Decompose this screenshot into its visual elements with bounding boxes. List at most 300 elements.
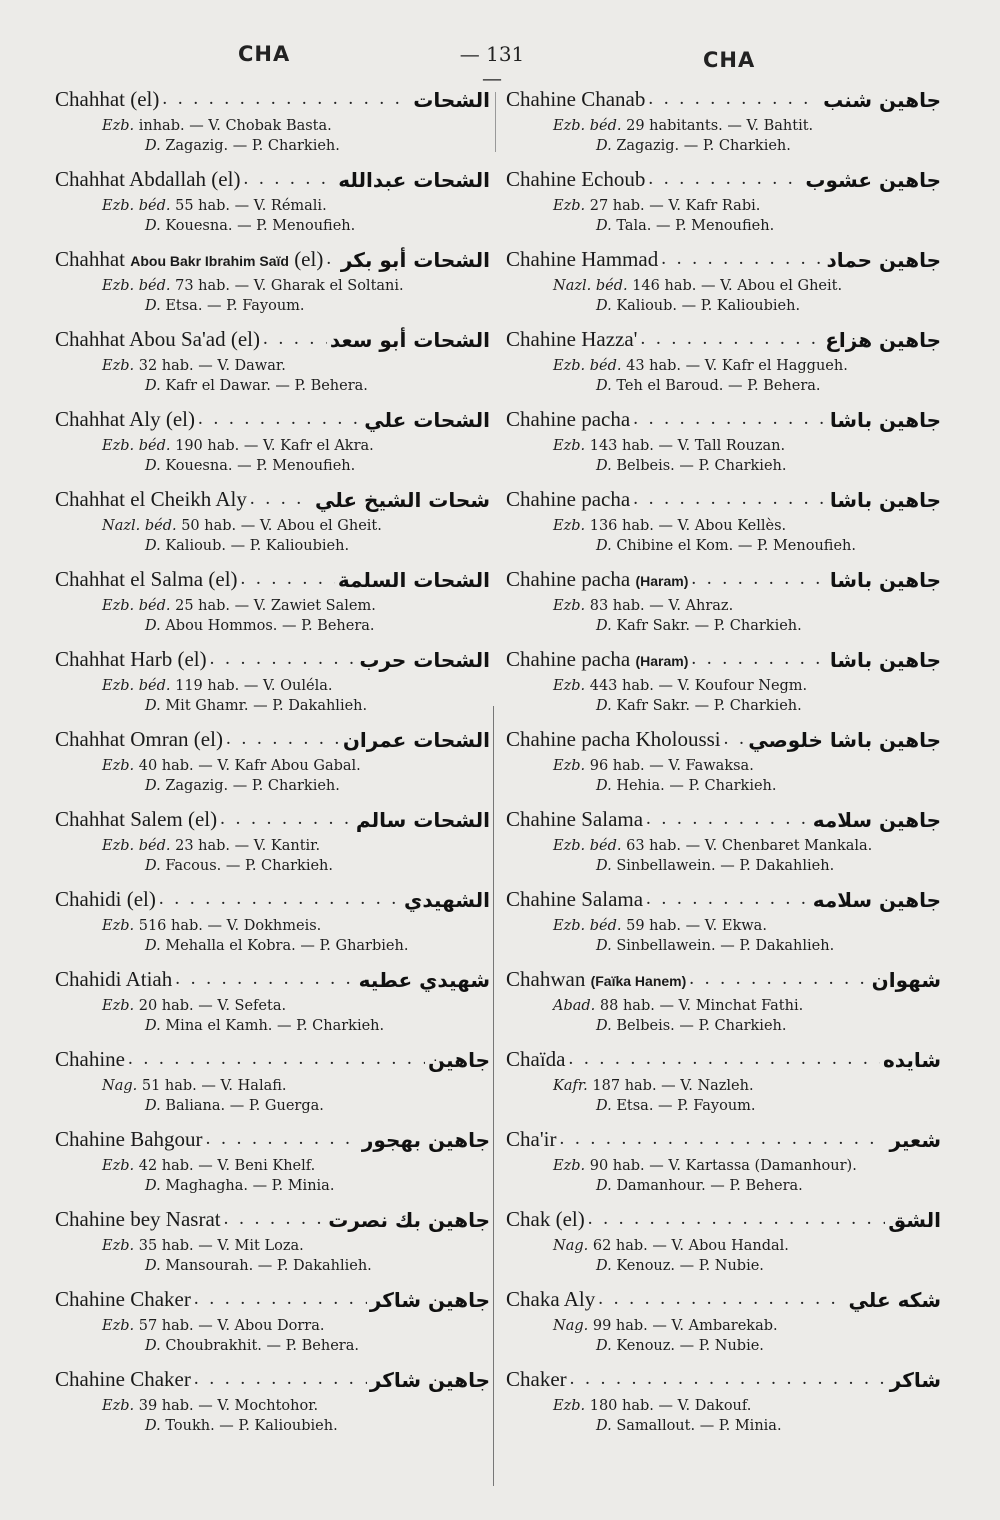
district-abbr: D. [145,1178,161,1194]
district-abbr: D. [145,1338,161,1354]
district-province: Sinbellawein. — P. Dakahlieh. [616,858,835,874]
gazetteer-entry [506,642,946,722]
entry-detail-line2 [596,1338,764,1354]
settlement-type: Nazl. béd. [553,278,628,294]
entry-detail-line2 [145,1018,384,1034]
place-name-text: Cha'ir [506,1127,557,1151]
district-abbr: D. [596,1418,612,1434]
district-abbr: D. [145,298,161,314]
entry-heading [55,962,490,992]
arabic-name: جاهين شنب [823,88,941,112]
population-village: 51 hab. — V. Halafi. [141,1078,287,1094]
entry-detail-line1 [553,118,813,134]
place-name-text: Chahine pacha [506,487,631,511]
district-province: Etsa. — P. Fayoum. [165,298,305,314]
place-name [506,327,637,352]
dot-leader [194,1369,367,1392]
entry-detail-line2 [596,1418,782,1434]
population-village: 190 hab. — V. Kafr el Akra. [175,438,374,454]
district-province: Kafr Sakr. — P. Charkieh. [616,618,802,634]
place-name-text: Chak (el) [506,1207,585,1231]
entry-heading [506,722,941,752]
place-qualifier: Abou Bakr Ibrahim Saïd [130,253,289,269]
dot-leader [691,649,827,672]
district-abbr: D. [596,1178,612,1194]
population-village: 43 hab. — V. Kafr el Haggueh. [626,358,848,374]
entry-detail-line1 [553,198,760,214]
district-province: Kafr el Dawar. — P. Behera. [165,378,368,394]
entry-heading [55,722,490,752]
dot-leader [194,1289,367,1312]
entry-detail-line1 [553,838,872,854]
settlement-type: Ezb. [553,758,586,774]
settlement-type: Ezb. béd. [102,838,171,854]
place-name-text: Chahidi Atiah [55,967,173,991]
population-village: 55 hab. — V. Rémali. [175,198,327,214]
arabic-name: جاهين باشا [829,488,941,512]
district-abbr: D. [145,218,161,234]
entry-heading [506,1042,941,1072]
arabic-name: جاهين باشا [829,568,941,592]
place-name [506,647,688,672]
place-name-text: Chahhat [55,247,125,271]
place-name [55,247,323,272]
settlement-type: Ezb. [102,918,135,934]
page-number: — 131 — [459,42,525,90]
dot-leader [640,329,822,352]
dot-leader [724,729,746,752]
place-name [55,567,238,592]
settlement-type: Ezb. béd. [102,198,171,214]
population-village: 35 hab. — V. Mit Loza. [138,1238,304,1254]
gazetteer-entry [506,1202,946,1282]
entry-heading [55,1042,490,1072]
dot-leader [326,249,338,272]
gazetteer-entry [506,1282,946,1362]
population-village: 50 hab. — V. Abou el Gheit. [181,518,382,534]
arabic-name: الشحات [413,88,490,112]
entry-heading [55,1282,490,1312]
entry-detail-line1 [102,1078,287,1094]
district-abbr: D. [596,1338,612,1354]
place-name [55,1287,191,1312]
population-village: 59 hab. — V. Ekwa. [626,918,767,934]
entry-heading [506,1362,941,1392]
place-name-text: Chahhat el Salma (el) [55,567,238,591]
district-province: Choubrakhit. — P. Behera. [165,1338,359,1354]
place-name-text: Chahine Echoub [506,167,646,191]
settlement-type: Ezb. [553,518,586,534]
settlement-type: Ezb. [102,358,135,374]
district-abbr: D. [596,938,612,954]
entry-detail-line1 [553,1238,789,1254]
place-name [55,327,260,352]
settlement-type: Nag. [553,1318,589,1334]
population-village: 32 hab. — V. Dawar. [138,358,286,374]
gazetteer-entry [506,1122,946,1202]
place-name-text: Chahhat Salem (el) [55,807,218,831]
population-village: 27 hab. — V. Kafr Rabi. [589,198,761,214]
population-village: 187 hab. — V. Nazleh. [592,1078,754,1094]
settlement-type: Ezb. [102,1238,135,1254]
entry-detail-line2 [145,1178,334,1194]
gazetteer-entry [506,402,946,482]
gazetteer-entry [506,162,946,242]
population-village: 180 hab. — V. Dakouf. [589,1398,752,1414]
district-province: Hehia. — P. Charkieh. [616,778,777,794]
gazetteer-entry [506,1042,946,1122]
arabic-name: الشحات عبدالله [338,168,490,192]
dot-leader [689,969,868,992]
entry-detail-line2 [596,858,834,874]
place-name [55,1367,191,1392]
place-name [55,887,156,912]
dot-leader [128,1049,425,1072]
arabic-name: الشحات علي [364,408,490,432]
gazetteer-entry [55,1042,495,1122]
district-province: Mansourah. — P. Dakahlieh. [165,1258,372,1274]
entry-heading [55,402,490,432]
dot-leader [175,969,355,992]
district-province: Kouesna. — P. Menoufieh. [165,458,356,474]
entry-detail-line1 [553,1398,751,1414]
settlement-type: Ezb. béd. [553,358,622,374]
district-province: Kafr Sakr. — P. Charkieh. [616,698,802,714]
entry-detail-line2 [145,298,305,314]
entry-detail-line2 [145,1338,359,1354]
gazetteer-entry [55,482,495,562]
district-abbr: D. [596,298,612,314]
entry-heading [55,322,490,352]
district-province: Kenouz. — P. Nubie. [616,1258,764,1274]
entry-heading [55,642,490,672]
entry-detail-line1 [553,278,842,294]
population-village: 63 hab. — V. Chenbaret Mankala. [626,838,873,854]
place-name-text: Chahine Salama [506,807,644,831]
dot-leader [691,569,827,592]
place-name [506,967,686,992]
population-village: 57 hab. — V. Abou Dorra. [138,1318,325,1334]
population-village: 29 habitants. — V. Bahtit. [626,118,814,134]
district-province: Kalioub. — P. Kalioubieh. [165,538,350,554]
place-name-text: Chaka Aly [506,1287,596,1311]
dot-leader [226,729,340,752]
district-abbr: D. [596,1098,612,1114]
district-abbr: D. [596,698,612,714]
entry-detail-line2 [596,218,774,234]
gazetteer-entry [55,242,495,322]
entry-detail-line2 [145,538,349,554]
place-name [506,407,630,432]
district-province: Sinbellawein. — P. Dakahlieh. [616,938,835,954]
district-abbr: D. [596,538,612,554]
place-name [506,87,645,112]
district-province: Mit Ghamr. — P. Dakahlieh. [165,698,368,714]
dot-leader [570,1369,887,1392]
population-village: 443 hab. — V. Koufour Negm. [589,678,808,694]
population-village: 143 hab. — V. Tall Rouzan. [589,438,786,454]
district-province: Belbeis. — P. Charkieh. [616,458,787,474]
entry-heading [55,1202,490,1232]
place-name [55,87,159,112]
gazetteer-entry [55,562,495,642]
entry-detail-line1 [102,1318,324,1334]
district-abbr: D. [145,1418,161,1434]
district-province: Belbeis. — P. Charkieh. [616,1018,787,1034]
entry-detail-line2 [596,458,786,474]
entry-detail-line1 [553,918,767,934]
entry-detail-line1 [102,758,361,774]
gazetteer-entry [55,322,495,402]
entry-detail-line1 [102,1238,304,1254]
entry-detail-line2 [596,1018,786,1034]
arabic-name: الشحات أبو سعد [329,328,490,352]
settlement-type: Ezb. [553,1158,586,1174]
gazetteer-entry [55,1282,495,1362]
dot-leader [648,89,820,112]
entry-detail-line1 [102,998,286,1014]
district-abbr: D. [596,378,612,394]
population-village: 23 hab. — V. Kantir. [175,838,321,854]
place-name-text: Chaïda [506,1047,566,1071]
entry-detail-line2 [145,858,333,874]
arabic-name: شحات الشيخ علي [315,488,490,512]
district-province: Toukh. — P. Kalioubieh. [165,1418,338,1434]
place-name [55,807,217,832]
district-province: Mehalla el Kobra. — P. Gharbieh. [165,938,409,954]
population-village: 146 hab. — V. Abou el Gheit. [632,278,843,294]
settlement-type: Ezb. béd. [553,918,622,934]
settlement-type: Ezb. [553,198,586,214]
district-abbr: D. [596,1018,612,1034]
place-name [506,1047,565,1072]
entry-detail-line1 [102,118,332,134]
arabic-name: جاهين هزاع [825,328,941,352]
place-name [55,407,195,432]
place-name [506,1207,585,1232]
entry-detail-line2 [596,618,802,634]
entry-heading [55,562,490,592]
settlement-type: Ezb. [102,1318,135,1334]
entry-heading [55,82,490,112]
population-village: inhab. — V. Chobak Basta. [138,118,332,134]
district-abbr: D. [596,1258,612,1274]
place-name-text: Chahidi (el) [55,887,156,911]
dot-leader [162,89,410,112]
entry-heading [506,242,941,272]
gazetteer-entry [506,322,946,402]
arabic-name: الشحات عمران [342,728,490,752]
arabic-name: جاهين بك نصرت [328,1208,490,1232]
entry-detail-line2 [596,938,834,954]
place-name [506,487,630,512]
district-province: Baliana. — P. Guerga. [165,1098,324,1114]
dot-leader [559,1129,886,1152]
settlement-type: Ezb. béd. [553,838,622,854]
settlement-type: Ezb. [102,998,135,1014]
entry-heading [506,882,941,912]
district-abbr: D. [145,778,161,794]
gazetteer-entry [55,642,495,722]
entry-detail-line1 [102,598,376,614]
place-name-text: Chaker [506,1367,567,1391]
settlement-type: Ezb. béd. [553,118,622,134]
place-name-text: Chahhat Aly (el) [55,407,195,431]
district-abbr: D. [596,138,612,154]
district-province: Kenouz. — P. Nubie. [616,1338,764,1354]
entry-heading [55,242,490,272]
entry-detail-line1 [102,918,321,934]
entry-detail-line2 [145,218,355,234]
district-abbr: D. [596,458,612,474]
entry-detail-line2 [596,538,856,554]
arabic-name: الشحات أبو بكر [340,248,490,272]
district-province: Zagazig. — P. Charkieh. [165,138,340,154]
arabic-name: جاهين باشا [829,408,941,432]
gazetteer-entry [506,882,946,962]
settlement-type: Ezb. [102,118,135,134]
running-header-right: CHA [703,48,756,72]
entry-heading [55,802,490,832]
place-name-text: Chahine Chaker [55,1287,191,1311]
entry-heading [506,962,941,992]
district-abbr: D. [145,1098,161,1114]
gazetteer-entry [55,82,495,162]
place-name-text: Chahine Chanab [506,87,646,111]
place-name [506,567,688,592]
arabic-name: جاهين باشا خلوصي [748,728,941,752]
place-name [506,1367,567,1392]
district-province: Chibine el Kom. — P. Menoufieh. [616,538,856,554]
population-village: 88 hab. — V. Minchat Fathi. [599,998,804,1014]
place-name-text: Chahine Salama [506,887,644,911]
entry-detail-line1 [553,678,807,694]
population-village: 83 hab. — V. Ahraz. [589,598,734,614]
entry-detail-line2 [145,1258,372,1274]
population-village: 40 hab. — V. Kafr Abou Gabal. [138,758,361,774]
dot-leader [159,889,401,912]
entry-detail-line1 [553,518,786,534]
arabic-name: جاهين شاكر [369,1368,490,1392]
settlement-type: Ezb. béd. [102,678,171,694]
place-qualifier: (Haram) [635,573,689,589]
district-province: Zagazig. — P. Charkieh. [616,138,791,154]
arabic-name: جاهين سلامه [812,888,941,912]
entry-heading [55,1362,490,1392]
entry-heading [55,482,490,512]
district-abbr: D. [596,618,612,634]
place-name [55,1047,125,1072]
place-name [506,807,643,832]
population-village: 516 hab. — V. Dokhmeis. [138,918,322,934]
district-province: Teh el Baroud. — P. Behera. [616,378,821,394]
entry-detail-line1 [553,598,733,614]
population-village: 73 hab. — V. Gharak el Soltani. [175,278,404,294]
district-abbr: D. [145,1018,161,1034]
entry-heading [506,1122,941,1152]
arabic-name: جاهين عشوب [805,168,941,192]
right-column [506,82,946,1442]
place-name-text: Chahine bey Nasrat [55,1207,221,1231]
entry-heading [506,802,941,832]
place-name-suffix: (el) [294,247,324,271]
place-name [506,1287,595,1312]
entry-detail-line2 [145,778,340,794]
arabic-name: شهيدي عطيه [358,968,490,992]
entry-detail-line1 [102,278,404,294]
arabic-name: جاهين شاكر [369,1288,490,1312]
district-abbr: D. [145,138,161,154]
dot-leader [250,489,312,512]
gazetteer-entry [506,242,946,322]
gazetteer-entry [55,1362,495,1442]
district-province: Tala. — P. Menoufieh. [616,218,775,234]
gazetteer-entry [55,882,495,962]
entry-detail-line1 [553,1158,857,1174]
place-name-text: Chahhat el Cheikh Aly [55,487,247,511]
gazetteer-entry [506,962,946,1042]
entry-detail-line2 [596,1098,756,1114]
settlement-type: Ezb. [102,758,135,774]
entry-detail-line1 [553,998,803,1014]
district-abbr: D. [145,378,161,394]
arabic-name: جاهين باشا [829,648,941,672]
place-name-text: Chahine Hazza' [506,327,638,351]
dot-leader [648,169,802,192]
population-village: 25 hab. — V. Zawiet Salem. [175,598,376,614]
settlement-type: Nazl. béd. [102,518,177,534]
entry-detail-line1 [102,438,374,454]
district-province: Abou Hommos. — P. Behera. [165,618,375,634]
entry-heading [506,402,941,432]
entry-detail-line2 [596,1258,764,1274]
district-province: Facous. — P. Charkieh. [165,858,334,874]
arabic-name: جاهين بهجور [361,1128,490,1152]
settlement-type: Ezb. [102,1398,135,1414]
place-name [55,487,247,512]
place-name-text: Chahine Chaker [55,1367,191,1391]
left-column [55,82,495,1442]
entry-detail-line1 [102,1158,315,1174]
entry-heading [55,162,490,192]
district-province: Maghagha. — P. Minia. [165,1178,335,1194]
gazetteer-entry [506,82,946,162]
settlement-type: Kafr. [553,1078,588,1094]
population-village: 90 hab. — V. Kartassa (Damanhour). [589,1158,857,1174]
entry-heading [506,162,941,192]
entry-detail-line2 [596,138,791,154]
place-name-text: Chahwan [506,967,586,991]
entry-detail-line1 [553,758,754,774]
dot-leader [588,1209,886,1232]
place-name [55,647,207,672]
population-village: 20 hab. — V. Sefeta. [138,998,287,1014]
arabic-name: الشهيدي [404,888,490,912]
settlement-type: Ezb. béd. [102,278,171,294]
settlement-type: Nag. [102,1078,138,1094]
population-village: 62 hab. — V. Abou Handal. [592,1238,789,1254]
place-name [55,167,240,192]
gazetteer-entry [506,562,946,642]
entry-detail-line1 [102,838,320,854]
place-name [55,967,172,992]
population-village: 136 hab. — V. Abou Kellès. [589,518,787,534]
settlement-type: Ezb. béd. [102,438,171,454]
place-name-text: Chahhat Harb (el) [55,647,207,671]
district-abbr: D. [145,458,161,474]
place-name-text: Chahine pacha [506,647,631,671]
place-name-text: Chahhat Abou Sa'ad (el) [55,327,260,351]
